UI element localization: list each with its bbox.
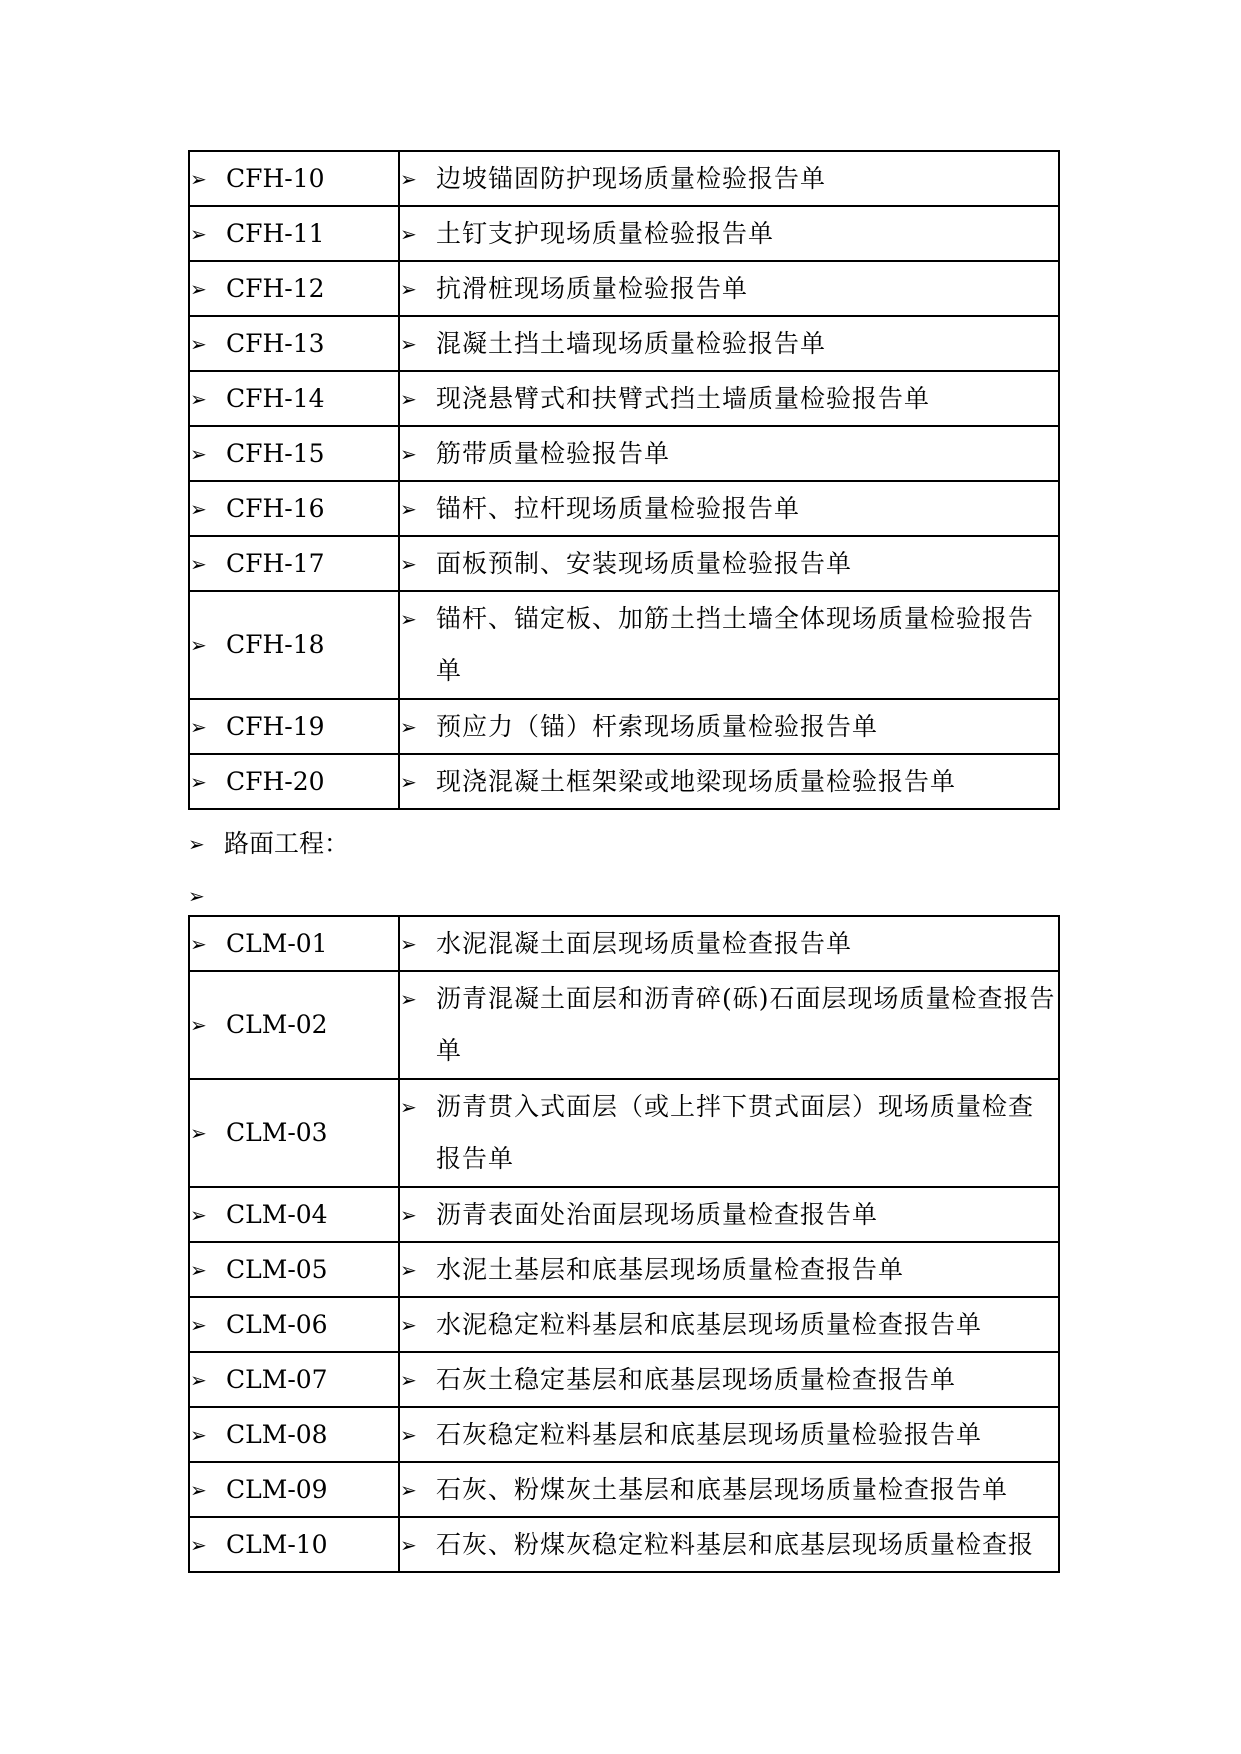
form-title: 水泥混凝土面层现场质量检查报告单 xyxy=(436,928,853,958)
arrow-bullet-icon: ➢ xyxy=(400,331,417,356)
code-cell xyxy=(189,1187,399,1242)
inspection-table-clm xyxy=(188,915,1060,1573)
form-title: 水泥稳定粒料基层和底基层现场质量检查报告单 xyxy=(436,1309,983,1339)
code-cell xyxy=(189,1352,399,1407)
code-cell xyxy=(189,1079,399,1187)
arrow-bullet-icon: ➢ xyxy=(400,1532,417,1557)
desc-cell xyxy=(399,591,1059,699)
form-title: 沥青贯入式面层（或上拌下贯式面层）现场质量检查报告单 xyxy=(436,1092,1035,1173)
desc-cell xyxy=(399,1242,1059,1297)
table-row xyxy=(189,699,1059,754)
table-row xyxy=(189,316,1059,371)
desc-cell xyxy=(399,481,1059,536)
form-code: CFH-11 xyxy=(226,218,325,248)
arrow-bullet-icon: ➢ xyxy=(190,166,207,191)
table-row xyxy=(189,536,1059,591)
table-row xyxy=(189,371,1059,426)
form-code: CLM-03 xyxy=(226,1118,328,1147)
form-code: CLM-02 xyxy=(226,1010,328,1039)
arrow-bullet-icon: ➢ xyxy=(400,1257,417,1282)
desc-cell xyxy=(399,1079,1059,1187)
form-title: 石灰土稳定基层和底基层现场质量检查报告单 xyxy=(436,1364,957,1394)
code-cell xyxy=(189,151,399,206)
arrow-bullet-icon: ➢ xyxy=(190,931,207,956)
arrow-bullet-icon: ➢ xyxy=(190,1257,207,1282)
section-heading xyxy=(188,818,349,870)
form-title: 锚杆、拉杆现场质量检验报告单 xyxy=(436,493,801,523)
form-title: 预应力（锚）杆索现场质量检验报告单 xyxy=(436,711,879,741)
form-code: CFH-14 xyxy=(226,383,325,413)
arrow-bullet-icon: ➢ xyxy=(188,832,205,856)
code-cell xyxy=(189,426,399,481)
form-title: 边坡锚固防护现场质量检验报告单 xyxy=(436,163,827,193)
form-code: CFH-15 xyxy=(226,438,325,468)
arrow-bullet-icon: ➢ xyxy=(190,1422,207,1447)
arrow-bullet-icon: ➢ xyxy=(400,276,417,301)
desc-cell xyxy=(399,316,1059,371)
code-cell xyxy=(189,1517,399,1572)
code-cell xyxy=(189,754,399,809)
code-cell xyxy=(189,916,399,971)
desc-cell xyxy=(399,206,1059,261)
table-row xyxy=(189,1407,1059,1462)
code-cell xyxy=(189,261,399,316)
form-title: 沥青混凝土面层和沥青碎(砾)石面层现场质量检查报告单 xyxy=(436,984,1056,1065)
code-cell xyxy=(189,591,399,699)
arrow-bullet-icon: ➢ xyxy=(400,221,417,246)
form-code: CFH-10 xyxy=(226,163,325,193)
table-row xyxy=(189,1187,1059,1242)
form-title: 现浇悬臂式和扶臂式挡土墙质量检验报告单 xyxy=(436,383,931,413)
desc-cell xyxy=(399,536,1059,591)
arrow-bullet-icon: ➢ xyxy=(190,633,207,657)
arrow-bullet-icon: ➢ xyxy=(188,884,205,908)
arrow-bullet-icon: ➢ xyxy=(400,1367,417,1392)
table-row xyxy=(189,261,1059,316)
form-code: CLM-05 xyxy=(226,1254,328,1284)
form-title: 石灰稳定粒料基层和底基层现场质量检验报告单 xyxy=(436,1419,983,1449)
arrow-bullet-icon: ➢ xyxy=(400,441,417,466)
arrow-bullet-icon: ➢ xyxy=(400,931,417,956)
form-code: CFH-18 xyxy=(226,630,325,659)
arrow-bullet-icon: ➢ xyxy=(190,221,207,246)
table-row xyxy=(189,1297,1059,1352)
desc-cell xyxy=(399,1187,1059,1242)
desc-cell xyxy=(399,1517,1059,1572)
arrow-bullet-icon: ➢ xyxy=(190,769,207,794)
code-cell xyxy=(189,371,399,426)
form-code: CLM-08 xyxy=(226,1419,328,1449)
arrow-bullet-icon: ➢ xyxy=(400,1312,417,1337)
table-row xyxy=(189,426,1059,481)
desc-cell xyxy=(399,151,1059,206)
form-code: CFH-19 xyxy=(226,711,325,741)
code-cell xyxy=(189,1407,399,1462)
arrow-bullet-icon: ➢ xyxy=(400,1422,417,1447)
table-row xyxy=(189,1517,1059,1572)
code-cell xyxy=(189,536,399,591)
arrow-bullet-icon: ➢ xyxy=(400,496,417,521)
form-code: CLM-09 xyxy=(226,1474,328,1504)
arrow-bullet-icon: ➢ xyxy=(190,1202,207,1227)
desc-cell xyxy=(399,426,1059,481)
arrow-bullet-icon: ➢ xyxy=(400,769,417,794)
code-cell xyxy=(189,1297,399,1352)
code-cell xyxy=(189,206,399,261)
arrow-bullet-icon: ➢ xyxy=(190,551,207,576)
table-row xyxy=(189,206,1059,261)
desc-cell xyxy=(399,1352,1059,1407)
table-row xyxy=(189,481,1059,536)
table-row xyxy=(189,971,1059,1079)
section-heading-text: 路面工程： xyxy=(224,829,350,858)
form-title: 水泥土基层和底基层现场质量检查报告单 xyxy=(436,1254,905,1284)
form-code: CLM-04 xyxy=(226,1199,328,1229)
arrow-bullet-icon: ➢ xyxy=(400,551,417,576)
arrow-bullet-icon: ➢ xyxy=(400,607,417,631)
desc-cell xyxy=(399,916,1059,971)
desc-cell xyxy=(399,371,1059,426)
form-code: CLM-06 xyxy=(226,1309,328,1339)
form-title: 抗滑桩现场质量检验报告单 xyxy=(436,273,749,303)
arrow-bullet-icon: ➢ xyxy=(400,1477,417,1502)
desc-cell xyxy=(399,699,1059,754)
form-title: 石灰、粉煤灰土基层和底基层现场质量检查报告单 xyxy=(436,1474,1009,1504)
arrow-bullet-icon: ➢ xyxy=(190,1312,207,1337)
form-title: 筋带质量检验报告单 xyxy=(436,438,671,468)
arrow-bullet-icon: ➢ xyxy=(190,714,207,739)
arrow-bullet-icon: ➢ xyxy=(190,386,207,411)
table-row xyxy=(189,1462,1059,1517)
arrow-bullet-icon: ➢ xyxy=(190,1532,207,1557)
form-code: CLM-01 xyxy=(226,928,328,958)
arrow-bullet-icon: ➢ xyxy=(400,714,417,739)
desc-cell xyxy=(399,1297,1059,1352)
table-row xyxy=(189,754,1059,809)
desc-cell xyxy=(399,261,1059,316)
arrow-bullet-icon: ➢ xyxy=(190,1367,207,1392)
arrow-bullet-icon: ➢ xyxy=(400,386,417,411)
arrow-bullet-icon: ➢ xyxy=(190,331,207,356)
form-code: CLM-07 xyxy=(226,1364,328,1394)
form-title: 土钉支护现场质量检验报告单 xyxy=(436,218,775,248)
table-row xyxy=(189,1079,1059,1187)
arrow-bullet-icon: ➢ xyxy=(400,1095,417,1119)
table-row xyxy=(189,1242,1059,1297)
form-code: CLM-10 xyxy=(226,1529,328,1559)
arrow-bullet-icon: ➢ xyxy=(190,1121,207,1145)
form-code: CFH-12 xyxy=(226,273,325,303)
table-row xyxy=(189,1352,1059,1407)
arrow-bullet-icon: ➢ xyxy=(190,276,207,301)
desc-cell xyxy=(399,971,1059,1079)
desc-cell xyxy=(399,1407,1059,1462)
table-row xyxy=(189,151,1059,206)
form-title: 锚杆、锚定板、加筋土挡土墙全体现场质量检验报告单 xyxy=(436,604,1035,685)
arrow-bullet-icon: ➢ xyxy=(190,441,207,466)
arrow-bullet-icon: ➢ xyxy=(400,166,417,191)
table-row xyxy=(189,591,1059,699)
form-code: CFH-20 xyxy=(226,766,325,796)
form-code: CFH-13 xyxy=(226,328,325,358)
code-cell xyxy=(189,971,399,1079)
arrow-bullet-icon: ➢ xyxy=(400,987,417,1011)
form-code: CFH-17 xyxy=(226,548,325,578)
table-row xyxy=(189,916,1059,971)
code-cell xyxy=(189,481,399,536)
desc-cell xyxy=(399,1462,1059,1517)
desc-cell xyxy=(399,754,1059,809)
form-title: 沥青表面处治面层现场质量检查报告单 xyxy=(436,1199,879,1229)
arrow-bullet-icon: ➢ xyxy=(190,1013,207,1037)
arrow-bullet-icon: ➢ xyxy=(400,1202,417,1227)
form-title: 混凝土挡土墙现场质量检验报告单 xyxy=(436,328,827,358)
code-cell xyxy=(189,1242,399,1297)
code-cell xyxy=(189,1462,399,1517)
code-cell xyxy=(189,699,399,754)
inspection-table-cfh xyxy=(188,150,1060,810)
form-title: 现浇混凝土框架梁或地梁现场质量检验报告单 xyxy=(436,766,957,796)
form-code: CFH-16 xyxy=(226,493,325,523)
code-cell xyxy=(189,316,399,371)
form-title: 石灰、粉煤灰稳定粒料基层和底基层现场质量检查报 xyxy=(436,1529,1035,1559)
arrow-bullet-icon: ➢ xyxy=(190,496,207,521)
arrow-bullet-icon: ➢ xyxy=(190,1477,207,1502)
form-title: 面板预制、安装现场质量检验报告单 xyxy=(436,548,853,578)
